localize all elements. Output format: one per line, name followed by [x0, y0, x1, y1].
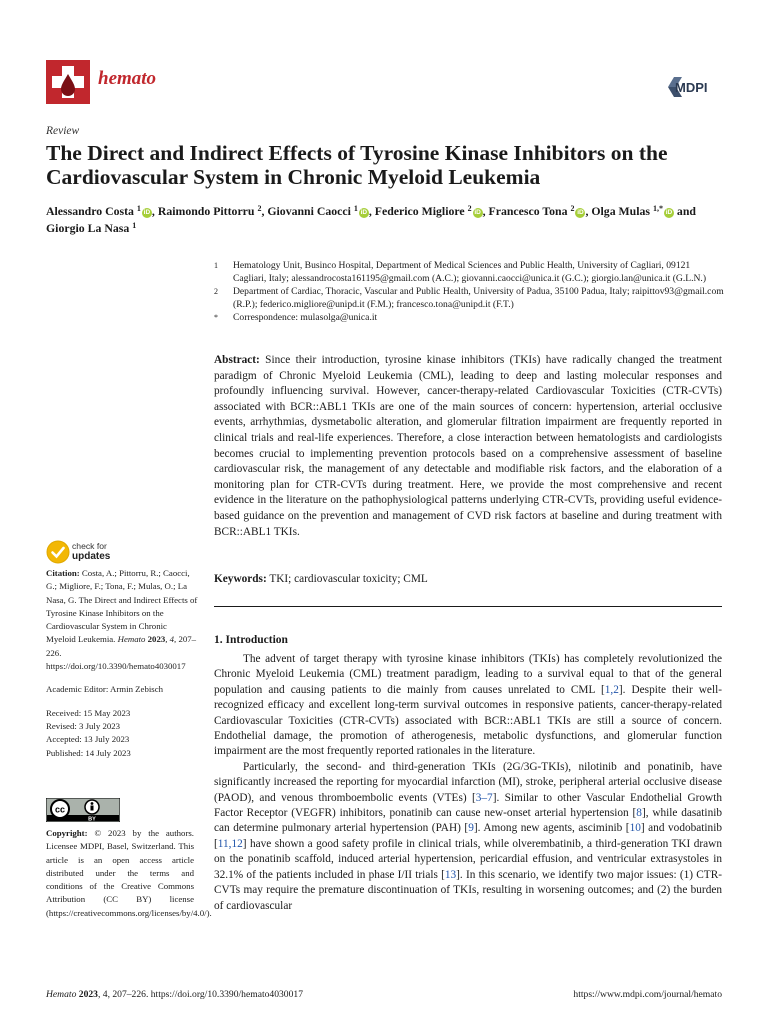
- author-affiliation-marker: 1: [136, 204, 141, 213]
- body-text-run: ]. In this scenario, we identify two major issues: (1) CTR-CVTs may require the premature discontinuation of TKIs, resulting in worsening outcomes; and (2) the burden of cardiovascular: [214, 868, 722, 912]
- check-updates-line2: updates: [72, 551, 111, 562]
- citation-text: Costa, A.; Pittorru, R.; Caocci, G.; Migliore, F.; Tona, F.; Mulas, O.; La Nasa, G. The Direct and Indirect Effects of Tyrosine Kinase Inhibitors on the Cardiovascular System in Chronic Myeloid Leukemia.: [46, 568, 198, 645]
- orcid-icon[interactable]: iD: [360, 209, 368, 216]
- date-published: Published: 14 July 2023: [46, 747, 131, 758]
- author-name[interactable]: Raimondo Pittorru: [157, 204, 255, 218]
- orcid-icon[interactable]: iD: [577, 209, 584, 216]
- citation-link[interactable]: 10: [629, 822, 641, 835]
- section-heading: 1. Introduction: [214, 634, 288, 646]
- citation-link[interactable]: 8: [636, 807, 642, 820]
- affiliation-number: 1: [214, 261, 218, 270]
- footer-journal: Hemato: [46, 989, 77, 1000]
- author-affiliation-marker: 2: [467, 204, 472, 213]
- body-text-run: ]. Similar to other Vascular Endothelial Growth Factor Receptor (VEGFR) inhibitors, ponatinib can cause new-onset arterial hypertension [: [214, 791, 722, 820]
- abstract: [214, 353, 722, 540]
- body-text-run: ] and vodobatinib [: [214, 822, 722, 850]
- affiliation-item: [214, 259, 724, 285]
- citation-volume: , 4,: [165, 634, 177, 645]
- affiliations: [214, 259, 724, 324]
- check-updates-line1: check for: [72, 541, 107, 551]
- article-title: The Direct and Indirect Effects of Tyrosine Kinase Inhibitors on the Cardiovascular System in Chronic Myeloid Leukemia: [46, 141, 668, 189]
- mdpi-logo-text: MDPI: [675, 80, 708, 95]
- citation: [46, 567, 198, 673]
- citation-year: 2023: [147, 634, 166, 645]
- copyright-text: © 2023 by the authors. Licensee MDPI, Basel, Switzerland. This article is an open access article distributed under the terms and conditions of the Creative Commons Attribution (CC BY) license (https://creativecommons.org/licenses/by/4.0/).: [46, 828, 212, 918]
- journal-logo-icon: [46, 60, 90, 104]
- check-for-updates-button[interactable]: [72, 541, 110, 562]
- abstract-text: Since their introduction, tyrosine kinase inhibitors (TKIs) have radically changed the treatment paradigm of Chronic Myeloid Leukemia (CML), leading to deep and lasting molecular responses and profoundly influencing survival. However, cancer-therapy-related Cardiovascular Toxicities (CTR-CVTs) associated with BCR::ABL1 TKIs are one of the main sources of concern: hypertension, arterial occlusive events, arrhythmias, dysmetabolic alteration, and glomerular filtration impairment are frequently reported in clinical trials and real-life experiences. Therefore, a close interaction between hematologists and cardiologists becomes crucial to implementing prevention protocols based on a comprehensive assessment of baseline cardiovascular risk, the management of any detectable and modifiable risk factors, and the elaboration of a monitoring plan for CTR-CVTs during treatment. Here, we provide the most comprehensive and recent evidence in the literature on the pathophysiological patterns underlying CTR-CVTs, providing useful evidence-based guidance on the prevention and management of CVD risk factors at baseline and during treatment with BCR::ABL1 TKIs.: [214, 354, 722, 538]
- body-paragraph: [214, 652, 722, 760]
- cc-label: cc: [54, 804, 66, 815]
- mdpi-logo[interactable]: [662, 74, 714, 100]
- copyright-notice: [46, 827, 212, 920]
- keywords: [214, 573, 722, 585]
- body-text-run: ], while dasatinib can determine pulmonary arterial hypertension (PAH) [: [214, 807, 723, 835]
- citation-link[interactable]: 3–7: [475, 791, 493, 804]
- author-affiliation-marker: 2: [570, 204, 575, 213]
- affiliation-number: *: [214, 313, 218, 322]
- orcid-icon[interactable]: iD: [474, 209, 481, 216]
- author-name[interactable]: Federico Migliore: [374, 204, 465, 218]
- author-affiliation-marker: 2: [257, 204, 262, 213]
- citation-link[interactable]: 9: [468, 822, 474, 835]
- footer-journal-url[interactable]: https://www.mdpi.com/journal/hemato: [573, 989, 722, 1000]
- footer-year: 2023: [78, 989, 98, 1000]
- article-sidebar: [46, 567, 198, 760]
- author-affiliation-marker: 1,*: [652, 204, 663, 213]
- citation-label: Citation:: [46, 568, 80, 578]
- cc-by-label: BY: [88, 816, 96, 822]
- body-text-run: ]. Despite their well-recognized efficacy and excellent long-term survival outcomes in responsive patients, cancer-therapy-related Cardiovascular Toxicities (CTR-CVTs) associated with BCR::ABL1 TKIs are still a source of concern. Endothelial damage, the promotion of atherogenesis, metabolic dysfunctions, and glomerular function impairment are the most frequently reported rationales in the literature.: [214, 683, 722, 758]
- author-conjunction: and: [676, 204, 696, 218]
- author-list: Alessandro Costa $^1$ iD , Raimondo Pittorru $^2$, Giovanni Caocci $^1$ iD , Federico Migliore $^2$ iD , Francesco Tona $^2$ iD , Olga Mulas $^{1,*}$ iD and Giorgio La Nasa $^1$: [46, 204, 696, 235]
- affiliation-text: Hematology Unit, Businco Hospital, Department of Medical Sciences and Public Health, University of Cagliari, 09121 Cagliari, Italy; alessandrocosta161195@gmail.com (A.C.); giovanni.caocci@unica.it (G.C.); giorgio.lan@unica.it (G.L.N.): [233, 260, 707, 284]
- body-text-run: ] have shown a good safety profile in clinical trials, while olverembatinib, a third-generation TKI drawn on the ponatinib scaffold, induced arterial hypertension, pericardial effusion, and ventricular extrasystoles in 32.1% of the patients included in phase I/II trials [: [214, 837, 722, 881]
- author-affiliation-marker: 1: [353, 204, 358, 213]
- body-text: [214, 652, 722, 914]
- orcid-icon[interactable]: iD: [143, 209, 151, 216]
- date-accepted: Accepted: 13 July 2023: [46, 734, 130, 745]
- cc-by-license-icon[interactable]: [46, 798, 120, 822]
- citation-link[interactable]: 11,12: [217, 837, 243, 850]
- citation-link[interactable]: 1,2: [604, 683, 619, 696]
- date-revised: Revised: 3 July 2023: [46, 720, 121, 731]
- footer-volume-doi[interactable]: , 4, 207–226. https://doi.org/10.3390/hemato4030017: [97, 989, 303, 1000]
- body-paragraph: [214, 760, 722, 914]
- affiliation-text: Correspondence: mulasolga@unica.it: [233, 312, 378, 323]
- citation-link[interactable]: 13: [444, 868, 457, 881]
- article-type: Review: [46, 125, 80, 137]
- body-text-run: Particularly, the second- and third-generation TKIs (2G/3G-TKIs), nilotinib and ponatinib, have significantly increased the reporting for myocardial infarction (MI), stroke, peripheral arterial occlusive disease (PAOD), and venous thromboembolic events (VTEs) [: [214, 760, 722, 804]
- keywords-text: TKI; cardiovascular toxicity; CML: [269, 573, 428, 585]
- keywords-label: Keywords:: [214, 573, 267, 585]
- academic-editor: Academic Editor: Armin Zebisch: [46, 684, 164, 695]
- orcid-icon[interactable]: iD: [665, 209, 673, 216]
- section-divider: [214, 606, 722, 607]
- affiliation-text: Department of Cardiac, Thoracic, Vascular and Public Health, University of Padua, 35100 Padua, Italy; raipittov93@gmail.com (R.P.); federico.migliore@unipd.it (F.M.); francesco.tona@unipd.it (F.T.): [233, 286, 724, 310]
- abstract-label: Abstract:: [214, 354, 260, 366]
- journal-name[interactable]: hemato: [98, 68, 157, 89]
- body-text-run: ]. Among new agents, asciminib [: [473, 822, 630, 835]
- author-name[interactable]: Olga Mulas: [591, 204, 651, 218]
- date-received: Received: 15 May 2023: [46, 707, 131, 718]
- affiliation-item: [214, 311, 724, 324]
- citation-journal: Hemato: [117, 634, 146, 645]
- author-name[interactable]: Giorgio La Nasa: [46, 221, 130, 235]
- author-name[interactable]: Francesco Tona: [488, 204, 568, 218]
- check-for-updates-icon[interactable]: [46, 540, 70, 564]
- affiliation-number: 2: [214, 287, 218, 296]
- author-affiliation-marker: 1: [132, 221, 137, 230]
- author-name[interactable]: Giovanni Caocci: [267, 204, 351, 218]
- affiliation-item: [214, 285, 724, 311]
- copyright-label: Copyright:: [46, 828, 88, 838]
- author-name[interactable]: Alessandro Costa: [46, 204, 134, 218]
- footer-citation: [46, 989, 303, 1000]
- citation-pages-doi[interactable]: 207–226. https://doi.org/10.3390/hemato4030017: [46, 634, 197, 672]
- body-text-run: The advent of target therapy with tyrosine kinase inhibitors (TKIs) has completely revolutionized the Chronic Myeloid Leukemia (CML) treatment paradigm, leading to a survival equal to that of the general population and causing patients to die mainly from causes unrelated to CML [: [214, 653, 722, 696]
